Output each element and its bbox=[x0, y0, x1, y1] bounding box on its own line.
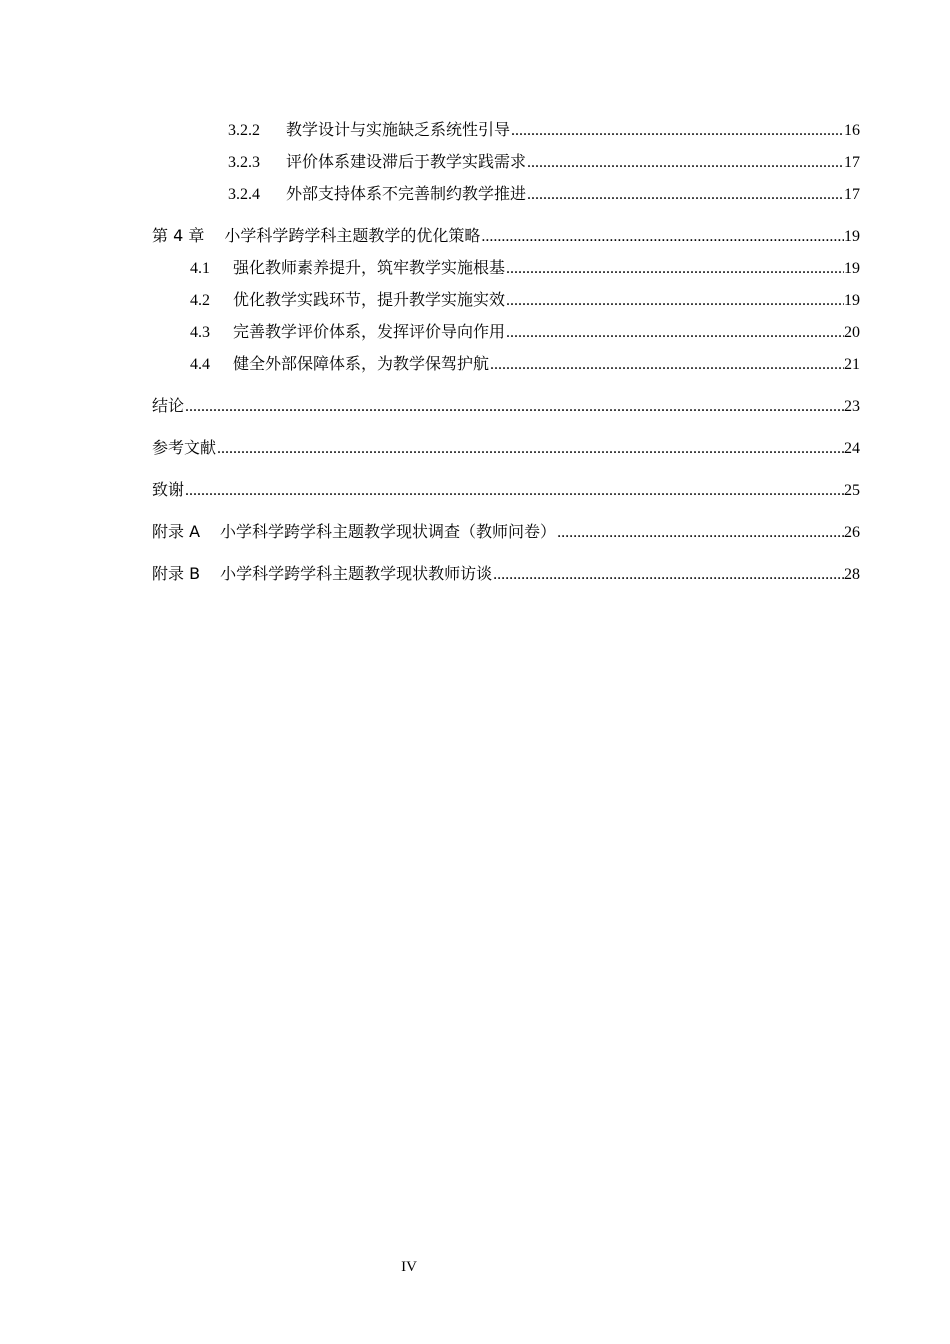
toc-leader-dots bbox=[505, 321, 844, 345]
toc-entry-number: 4.2 bbox=[190, 292, 210, 309]
toc-references-entry[interactable] bbox=[152, 436, 860, 468]
toc-entry-title: 强化教师素养提升，筑牢教学实施根基 bbox=[233, 258, 506, 277]
toc-entry-number: 4.1 bbox=[190, 260, 210, 277]
toc-leader-dots bbox=[505, 257, 844, 281]
toc-leader-dots bbox=[510, 119, 844, 143]
toc-leader-dots bbox=[556, 521, 844, 545]
toc-entry-page: 23 bbox=[844, 398, 860, 415]
toc-appendix-b-entry[interactable] bbox=[152, 562, 860, 594]
toc-entry-page: 19 bbox=[844, 292, 860, 309]
toc-leader-dots bbox=[216, 437, 844, 461]
toc-chapter-title: 小学科学跨学科主题教学现状调查（教师问卷） bbox=[220, 522, 557, 541]
toc-entry-page: 26 bbox=[844, 524, 860, 541]
toc-leader-dots bbox=[526, 183, 844, 207]
toc-chapter-number: 附录 A bbox=[152, 522, 201, 541]
table-of-contents bbox=[152, 118, 860, 594]
toc-entry[interactable] bbox=[152, 118, 860, 150]
toc-entry[interactable] bbox=[152, 288, 860, 320]
toc-entry-page: 25 bbox=[844, 482, 860, 499]
toc-conclusion-entry[interactable] bbox=[152, 394, 860, 426]
toc-chapter-title: 致谢 bbox=[152, 480, 185, 499]
toc-chapter-title: 小学科学跨学科主题教学的优化策略 bbox=[224, 226, 481, 245]
toc-leader-dots bbox=[184, 479, 844, 503]
toc-leader-dots bbox=[489, 353, 844, 377]
toc-entry-title: 完善教学评价体系，发挥评价导向作用 bbox=[233, 322, 506, 341]
toc-entry-page: 28 bbox=[844, 566, 860, 583]
toc-entry-title: 优化教学实践环节，提升教学实施实效 bbox=[233, 290, 506, 309]
toc-entry[interactable] bbox=[152, 320, 860, 352]
toc-chapter-number: 第 4 章 bbox=[152, 226, 205, 245]
toc-entry-page: 17 bbox=[844, 154, 860, 171]
toc-entry[interactable] bbox=[152, 182, 860, 214]
toc-entry-number: 4.4 bbox=[190, 356, 210, 373]
toc-entry-page: 17 bbox=[844, 186, 860, 203]
toc-acknowledgements-entry[interactable] bbox=[152, 478, 860, 510]
toc-chapter-title: 小学科学跨学科主题教学现状教师访谈 bbox=[220, 564, 493, 583]
toc-entry-title: 健全外部保障体系，为教学保驾护航 bbox=[233, 354, 490, 373]
toc-entry-page: 24 bbox=[844, 440, 860, 457]
toc-leader-dots bbox=[184, 395, 844, 419]
toc-entry-page: 19 bbox=[844, 260, 860, 277]
toc-appendix-a-entry[interactable] bbox=[152, 520, 860, 552]
toc-leader-dots bbox=[526, 151, 844, 175]
toc-chapter-entry[interactable] bbox=[152, 224, 860, 256]
toc-entry[interactable] bbox=[152, 352, 860, 384]
toc-entry-title: 教学设计与实施缺乏系统性引导 bbox=[286, 120, 511, 139]
toc-chapter-title: 参考文献 bbox=[152, 438, 217, 457]
toc-entry-title: 评价体系建设滞后于教学实践需求 bbox=[286, 152, 527, 171]
toc-entry-number: 3.2.4 bbox=[228, 186, 260, 203]
toc-leader-dots bbox=[492, 563, 844, 587]
toc-entry-page: 21 bbox=[844, 356, 860, 373]
toc-entry-page: 19 bbox=[844, 228, 860, 245]
toc-entry[interactable] bbox=[152, 150, 860, 182]
page-number: IV bbox=[401, 1259, 417, 1275]
toc-entry-title: 外部支持体系不完善制约教学推进 bbox=[286, 184, 527, 203]
toc-chapter-title: 结论 bbox=[152, 396, 185, 415]
toc-entry-number: 3.2.2 bbox=[228, 122, 260, 139]
toc-leader-dots bbox=[480, 225, 844, 249]
toc-chapter-number: 附录 B bbox=[152, 564, 201, 583]
toc-entry-page: 20 bbox=[844, 324, 860, 341]
toc-entry-page: 16 bbox=[844, 122, 860, 139]
toc-entry-number: 4.3 bbox=[190, 324, 210, 341]
toc-entry-number: 3.2.3 bbox=[228, 154, 260, 171]
toc-entry[interactable] bbox=[152, 256, 860, 288]
toc-leader-dots bbox=[505, 289, 844, 313]
